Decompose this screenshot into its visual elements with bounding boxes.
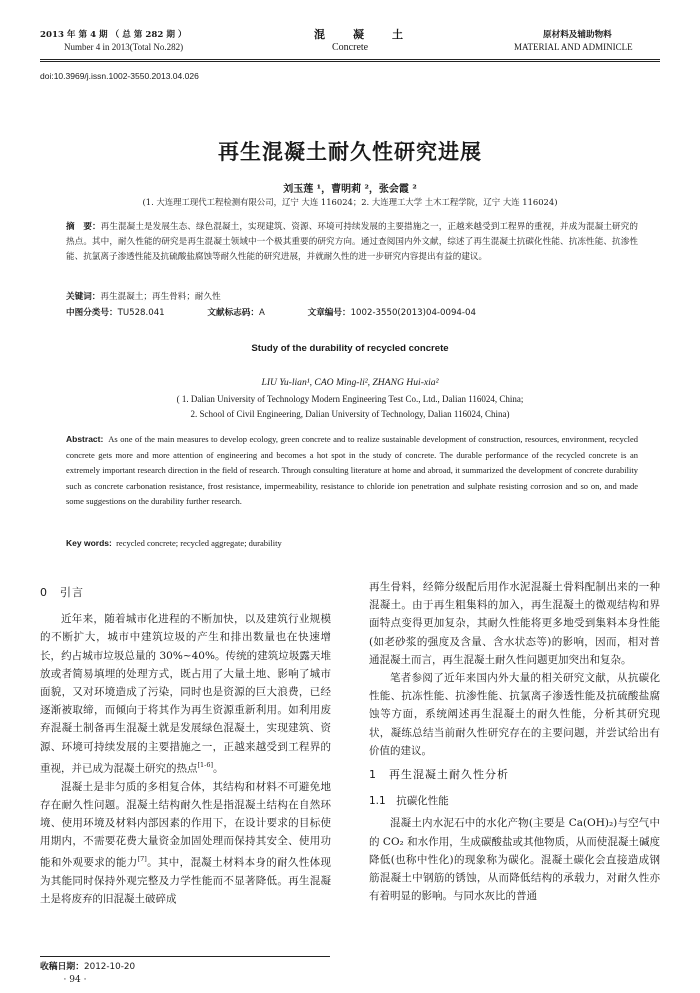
authors-cn: 刘玉莲 ¹，曹明莉 ²，张会霞 ²	[283, 184, 417, 195]
journal-en: Concrete	[332, 42, 369, 53]
art-label: 文章编号：	[307, 308, 351, 318]
section-0-title: 0 引言	[40, 586, 84, 599]
right-column	[369, 578, 660, 905]
abstract-cn-label: 摘 要：	[66, 222, 101, 232]
authors-en: LIU Yu-lian¹, CAO Ming-li², ZHANG Hui-xia²	[261, 377, 439, 388]
right-paragraph-3: 混凝土内水泥石中的水化产物(主要是 Ca(OH)₂)与空气中的 CO₂ 和水作用，生成碳酸盐或其他物质，从而使混凝土碱度降低(也称中性化)的现象称为碳化。混凝土碳化会直接造成钢筋混凝土中钢筋的锈蚀，从而降低结构的承载力，对耐久性亦有着明显的影响。与同水灰比的普通	[369, 817, 660, 903]
received-date	[40, 956, 330, 972]
header-rule-2	[40, 61, 660, 62]
title-en: Study of the durability of recycled concrete	[251, 343, 449, 354]
right-paragraph-2: 笔者参阅了近年来国内外大量的相关研究文献，从抗碳化性能、抗冻性能、抗渗性能、抗氯离子渗透性能及抗硫酸盐腐蚀等方面，系统阐述再生混凝土的耐久性能，分析其研究现状，凝练总结当前耐久性研究存在的主要问题，并尝试给出有价值的建议。	[369, 672, 660, 757]
keywords-cn	[66, 290, 638, 305]
affiliation-cn: (1. 大连理工现代工程检测有限公司，辽宁 大连 116024；2. 大连理工大学 土木工程学院，辽宁 大连 116024)	[142, 197, 558, 207]
page-number: · 94 ·	[63, 975, 87, 985]
issue-en: Number 4 in 2013(Total No.282)	[64, 42, 184, 52]
doc-value: A	[258, 308, 265, 318]
section-1-title: 1 再生混凝土耐久性分析	[369, 768, 509, 782]
affiliation-en-1: ( 1. Dalian University of Technology Modern Engineering Test Co., Ltd., Dalian 116024, China;	[176, 394, 524, 404]
issue-cn: 2013 年 第 4 期 （ 总 第 282 期 ）	[40, 30, 187, 40]
keywords-en	[66, 538, 282, 548]
abstract-en-label: Abstract:	[66, 434, 104, 444]
keywords-en-text: recycled concrete; recycled aggregate; durability	[116, 538, 282, 548]
left-paragraph-2: 混凝土是非匀质的多相复合体，其结构和材料不可避免地存在耐久性问题。混凝土结构耐久性是指混凝土结构在自然环境、使用环境及材料内部因素的作用下，在设计要求的目标使用期内，不需要花费大量资金加固处理而保持其安全、使用功能和外观要求的能力[7]。其中，混凝土材料本身的耐久性体现为其能同时保持外观完整及力学性能而不显著降低。再生混凝土是将废弃的旧混凝土破碎成	[40, 780, 332, 906]
doc-label: 文献标志码：	[207, 308, 259, 318]
article-meta	[66, 306, 516, 318]
abstract-en-text: As one of the main measures to develop ecology, green concrete and to realize sustainable development of construction, resources, environment, recycled concrete gets more and more attention of engineering and becomes a hot spot in the study of concrete. The durable performance of the recycled concrete is an extremely important research direction in the field of research. Through consulting literature at home and abroad, it summarized the development of concrete durability such as concrete carbonation resistance, frost resistance, impermeability, resistance to chloride ion penetration and sulphate resisting corrosion and so on, and made some suggestions on the durability further research.	[66, 434, 639, 506]
ref-7: [7]	[137, 855, 147, 864]
section-1-1-title: 1.1 抗碳化性能	[369, 795, 449, 808]
column-cn: 原材料及辅助物料	[543, 30, 612, 40]
doi: doi:10.3969/j.issn.1002-3550.2013.04.026	[40, 71, 199, 81]
abstract-en	[66, 432, 638, 510]
affiliation-en-2: 2. School of Civil Engineering, Dalian University of Technology, Dalian 116024, China)	[190, 409, 510, 419]
page-title: 再生混凝土耐久性研究进展	[218, 140, 482, 164]
header-rule	[40, 59, 660, 60]
keywords-en-label: Key words:	[66, 538, 112, 548]
abstract-cn	[66, 220, 638, 265]
received-label: 收稿日期：	[40, 962, 84, 972]
right-paragraph-1: 再生骨料，经筛分级配后用作水泥混凝土骨料配制出来的一种混凝土。由于再生粗集料的加入，再生混凝土的微观结构和界面特点变得更加复杂，其耐久性能将更多地受到集料本身性能(如老砂浆的强度及含量、含水状态等)的影响，因而，相对普通混凝土而言，再生混凝土耐久性问题更加突出和复杂。	[369, 581, 660, 666]
column-en: MATERIAL AND ADMINICLE	[514, 42, 633, 52]
left-paragraph-1: 近年来，随着城市化进程的不断加快，以及建筑行业规模的不断扩大，城市中建筑垃圾的产生和排出数量也在快速增长，约占城市垃圾总量的 30%~40%。传统的建筑垃圾露天堆放或者简易填埋的处理方式，既占用了大量土地、影响了城市面貌，又对环境造成了污染，同时也是资源的巨大浪费，已经逐渐被取缔，而倾向于将其作为再生资源重新利用。如利用废弃混凝土制备再生混凝土就是发展绿色混凝土，实现建筑、资源、环境可持续发展的主要措施之一，正越来越受到工程界的重视，并已成为混凝土研究的热点[1-6]。	[40, 613, 331, 775]
keywords-cn-text: 再生混凝土；再生骨料；耐久性	[100, 292, 221, 302]
clc-label: 中图分类号：	[66, 308, 118, 318]
keywords-cn-label: 关键词：	[66, 292, 101, 302]
received-value: 2012-10-20	[84, 962, 136, 972]
left-column	[40, 578, 331, 908]
journal-cn: 混 凝 土	[314, 28, 405, 41]
abstract-cn-text: 再生混凝土是发展生态、绿色混凝土，实现建筑、资源、环境可持续发展的主要措施之一，正越来越受到工程界的重视，并成为混凝土研究的热点。其中，耐久性能的研究是再生混凝土领域中一个极其重要的研究方向。通过查阅国内外文献，综述了再生混凝土抗碳化性能、抗冻性能、抗渗性能、抗氯离子渗透性能及抗硫酸盐腐蚀等耐久性能的研究进展，并就耐久性的进一步研究内容提出有益的建议。	[66, 222, 638, 262]
art-value: 1002-3550(2013)04-0094-04	[350, 308, 476, 318]
clc-value: TU528.041	[117, 308, 165, 318]
ref-1-6: [1-6]	[197, 760, 214, 769]
